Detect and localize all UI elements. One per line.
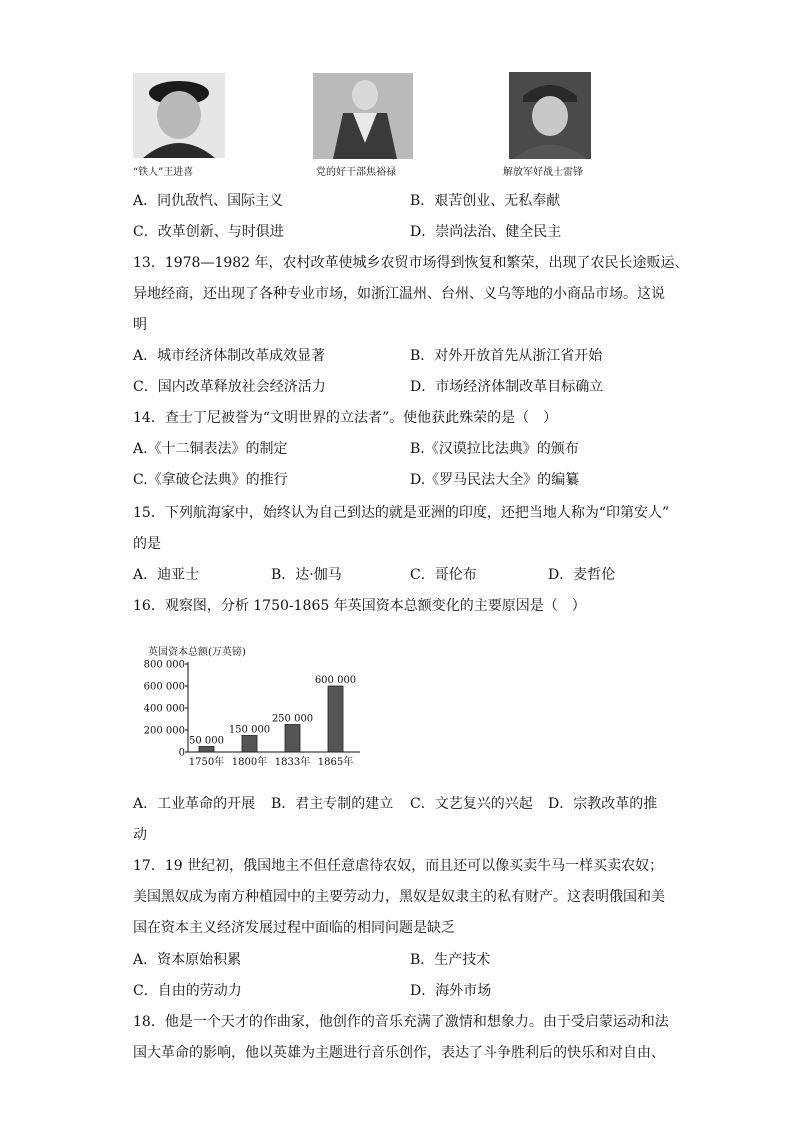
option-a: A.《十二铜表法》的制定 [133, 441, 288, 457]
photo-wang-jinxi [133, 73, 225, 158]
option-c: C．哥伦布 [410, 567, 477, 583]
photo-caption: 解放军好战士雷锋 [503, 167, 583, 178]
option-c: C.《拿破仑法典》的推行 [133, 472, 288, 488]
option-d: D．海外市场 [410, 983, 492, 999]
question-15-stem: 的是 [133, 536, 161, 552]
question-16-stem: 16．观察图，分析 1750-1865 年英国资本总额变化的主要原因是（ ） [133, 598, 586, 614]
x-tick-label: 1865年 [317, 757, 354, 768]
bar-data-label: 250 000 [271, 713, 314, 725]
question-18-stem: 18．他是一个天才的作曲家，他创作的音乐充满了激情和想象力。由于受启蒙运动和法 [133, 1014, 669, 1030]
option-c: C．文艺复兴的兴起 [410, 796, 533, 812]
bar [328, 686, 343, 752]
option-b: B．对外开放首先从浙江省开始 [410, 348, 603, 364]
option-d: D．宗教改革的推 [548, 796, 658, 812]
chart-title: 英国资本总额(万英镑) [148, 647, 246, 658]
x-tick-label: 1750年 [188, 757, 225, 768]
bar-data-label: 600 000 [314, 675, 357, 686]
option-b: B．君主专制的建立 [271, 796, 394, 812]
option-a: A．工业革命的开展 [133, 796, 256, 812]
option-d: D．市场经济体制改革目标确立 [410, 379, 604, 395]
bar-chart [140, 655, 370, 775]
option-a: A．同仇敌忾、国际主义 [133, 193, 284, 209]
question-17-stem: 美国黑奴成为南方种植园中的主要劳动力，黑奴是奴隶主的私有财产。这表明俄国和美 [133, 889, 665, 905]
option-a: A．资本原始积累 [133, 952, 242, 968]
y-tick-label: 600 000 [143, 681, 185, 693]
y-tick-label: 800 000 [143, 659, 185, 671]
option-a: A．城市经济体制改革成效显著 [133, 348, 326, 364]
bar [199, 747, 214, 753]
y-tick-label: 400 000 [143, 703, 185, 715]
photo-lei-feng [509, 72, 591, 159]
option-d: D．崇尚法治、健全民主 [410, 224, 562, 240]
option-b: B．艰苦创业、无私奉献 [410, 193, 561, 209]
photo-jiao-yulu [313, 73, 413, 159]
option-a: A．迪亚士 [133, 567, 200, 583]
option-c: C．自由的劳动力 [133, 983, 242, 999]
question-14-stem: 14．查士丁尼被誉为“文明世界的立法者”。使他获此殊荣的是（ ） [133, 410, 558, 426]
option-d: D.《罗马民法大全》的编纂 [410, 472, 580, 488]
question-13-stem: 明 [133, 317, 147, 333]
option-c: C．改革创新、与时俱进 [133, 224, 284, 240]
photo-caption: 党的好干部焦裕禄 [316, 167, 396, 178]
option-b: B.《汉谟拉比法典》的颁布 [410, 441, 579, 457]
option-b: B．达·伽马 [271, 567, 342, 583]
question-15-stem: 15．下列航海家中，始终认为自己到达的就是亚洲的印度，还把当地人称为“印第安人” [133, 505, 670, 521]
bar-data-label: 50 000 [189, 735, 224, 747]
question-13-stem: 13．1978—1982 年，农村改革使城乡农贸市场得到恢复和繁荣，出现了农民长途贩运、 [133, 255, 689, 271]
question-17-stem: 17．19 世纪初，俄国地主不但任意虐待农奴，而且还可以像买卖牛马一样买卖农奴； [133, 858, 664, 874]
question-17-stem: 国在资本主义经济发展过程中面临的相同问题是缺乏 [133, 920, 455, 936]
option-d-continued: 动 [133, 827, 147, 843]
bar [242, 736, 257, 753]
option-d: D．麦哲伦 [548, 567, 616, 583]
portrait-photo-icon [133, 73, 225, 158]
x-tick-label: 1800年 [231, 757, 268, 768]
photo-caption: “铁人”王进喜 [133, 167, 194, 178]
option-c: C．国内改革释放社会经济活力 [133, 379, 326, 395]
x-tick-label: 1833年 [274, 757, 311, 768]
question-18-stem: 国大革命的影响，他以英雄为主题进行音乐创作，表达了斗争胜利后的快乐和对自由、 [133, 1045, 665, 1061]
bar-data-label: 150 000 [228, 724, 271, 736]
question-13-stem: 异地经商，还出现了各种专业市场，如浙江温州、台州、义乌等地的小商品市场。这说 [133, 286, 665, 302]
y-tick-label: 0 [178, 747, 185, 759]
bar [285, 725, 300, 753]
portrait-photo-icon [509, 72, 591, 159]
option-b: B．生产技术 [410, 952, 491, 968]
y-tick-label: 200 000 [143, 725, 185, 737]
portrait-photo-icon [313, 73, 413, 159]
